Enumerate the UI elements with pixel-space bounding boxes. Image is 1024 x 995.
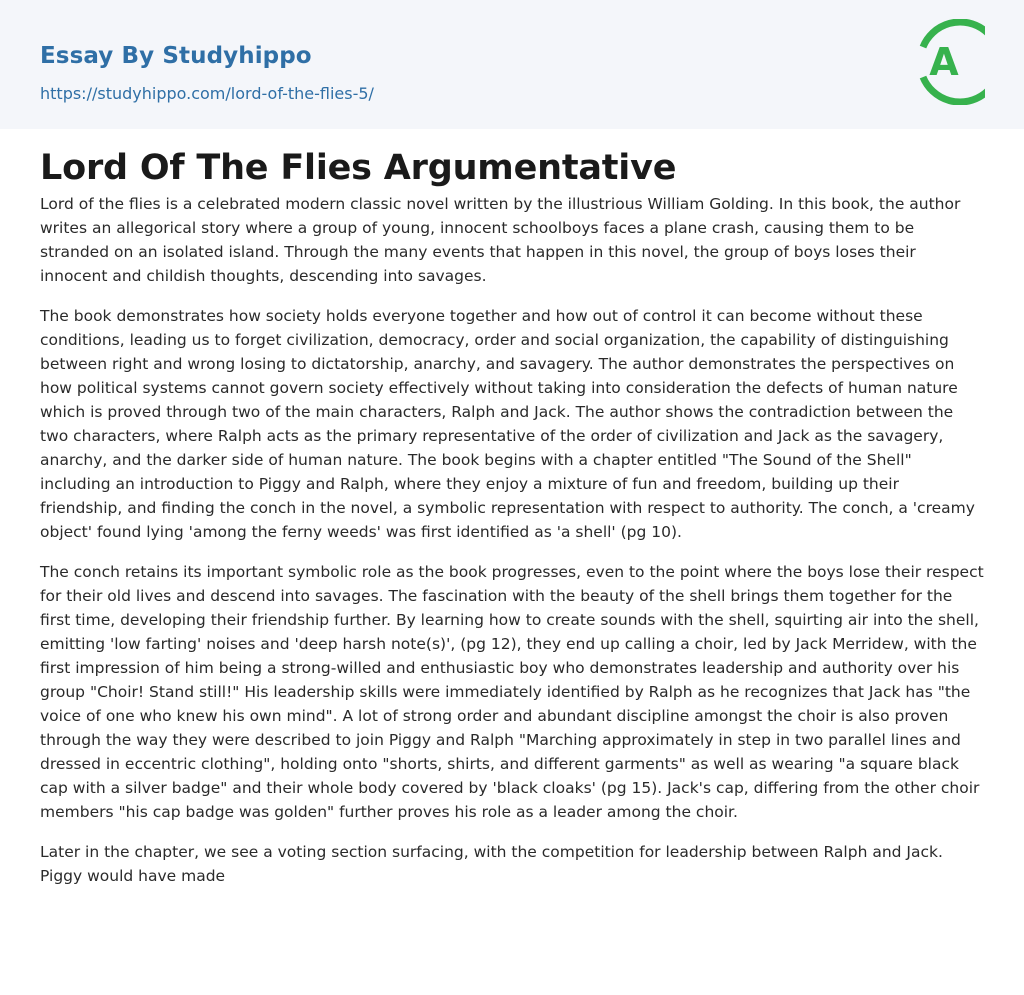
essay-paragraph: The conch retains its important symbolic role as the book progresses, even to the point where the boys lose their respect for their old lives and descend into savages. The fascination with the beauty of the shell brings them together for the first time, developing their friendship further. By learning how to create sounds with the shell, squirting air into the shell, emitting 'low farting' noises and 'deep harsh note(s)', (pg 12), they end up calling a choir, led by Jack Merridew, with the first impression of him being a strong-willed and enthusiastic boy who demonstrates leadership and authority over his group "Choir! Stand still!" His leadership skills were immediately identified by Ralph as he recognizes that Jack has "the voice of one who knew his own mind". A lot of strong order and abundant discipline amongst the choir is also proven through the way they were described to join Piggy and Ralph "Marching approximately in step in two parallel lines and dressed in eccentric clothing", holding onto "shorts, shirts, and different garments" as well as wearing "a square black cap with a silver badge" and their whole body covered by 'black cloaks' (pg 15). Jack's cap, differing from the other choir members "his cap badge was golden" further proves his role as a leader among the choir.: [40, 563, 984, 821]
source-link[interactable]: https://studyhippo.com/lord-of-the-flies-5/: [40, 84, 374, 103]
studyhippo-logo-icon[interactable]: [917, 19, 985, 105]
essay-content: [0, 129, 1024, 888]
brand-title: Essay By Studyhippo: [40, 43, 312, 69]
essay-title: Lord Of The Flies Argumentative: [40, 148, 677, 188]
essay-paragraph: Later in the chapter, we see a voting section surfacing, with the competition for leadership between Ralph and Jack. Piggy would have made: [40, 843, 943, 885]
logo-letter: A: [929, 40, 959, 84]
essay-paragraph: The book demonstrates how society holds everyone together and how out of control it can become without these conditions, leading us to forget civilization, democracy, order and social organization, the capability of distinguishing between right and wrong losing to dictatorship, anarchy, and savagery. The author demonstrates the perspectives on how political systems cannot govern society effectively without taking into consideration the defects of human nature which is proved through two of the main characters, Ralph and Jack. The author shows the contradiction between the two characters, where Ralph acts as the primary representative of the order of civilization and Jack as the savagery, anarchy, and the darker side of human nature. The book begins with a chapter entitled "The Sound of the Shell" including an introduction to Piggy and Ralph, where they enjoy a mixture of fun and freedom, building up their friendship, and finding the conch in the novel, a symbolic representation with respect to authority. The conch, a 'creamy object' found lying 'among the ferny weeds' was first identified as 'a shell' (pg 10).: [40, 307, 975, 541]
site-header: [0, 0, 1024, 129]
essay-paragraph: Lord of the flies is a celebrated modern classic novel written by the illustrious William Golding. In this book, the author writes an allegorical story where a group of young, innocent schoolboys faces a plane crash, causing them to be stranded on an isolated island. Through the many events that happen in this novel, the group of boys loses their innocent and childish thoughts, descending into savages.: [40, 195, 961, 285]
